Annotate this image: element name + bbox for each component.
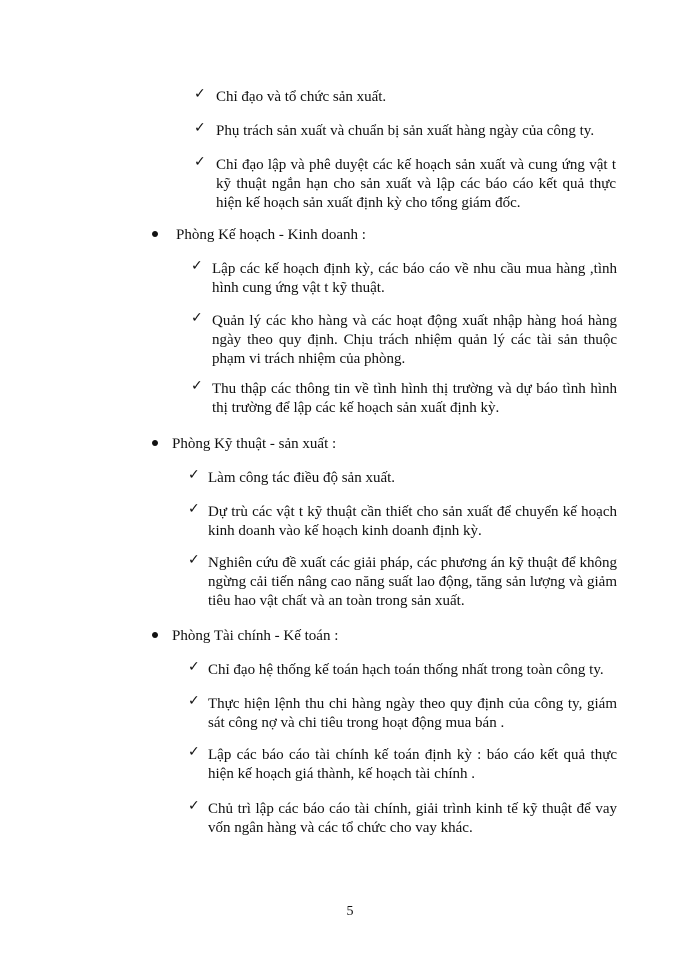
section-heading: Phòng Kế hoạch - Kinh doanh : <box>176 227 366 243</box>
list-item-text: Lập các báo cáo tài chính kế toán định kỳ : báo cáo kết quả thực hiện kế hoạch giá thành, kế hoạch tài chính . <box>208 747 617 782</box>
checkmark-icon: ✓ <box>188 501 200 517</box>
list-item-text: Chủ trì lập các báo cáo tài chính, giải trình kinh tế kỹ thuật để vay vốn ngân hàng và các tổ chức cho vay khác. <box>208 801 617 836</box>
list-item-text: Chỉ đạo lập và phê duyệt các kế hoạch sản xuất và cung ứng vật t kỹ thuật ngắn hạn cho sản xuất và lập các báo cáo kết quả thực hiện kế hoạch sản xuất định kỳ cho tổng giám đốc. <box>216 157 616 211</box>
checkmark-icon: ✓ <box>191 258 203 274</box>
list-item-text: Dự trù các vật t kỹ thuật cần thiết cho sản xuất để chuyển kế hoạch kinh doanh vào kế hoạch kinh doanh định kỳ. <box>208 504 617 539</box>
checkmark-icon: ✓ <box>188 798 200 814</box>
list-item-text: Phụ trách sản xuất và chuẩn bị sản xuất hàng ngày của công ty. <box>216 123 595 139</box>
checkmark-icon: ✓ <box>188 659 200 675</box>
section-heading: Phòng Tài chính - Kế toán : <box>172 628 339 644</box>
list-item-text: Làm công tác điều độ sản xuất. <box>208 470 396 486</box>
checkmark-icon: ✓ <box>188 744 200 760</box>
bullet-dot-icon <box>152 632 158 638</box>
checkmark-icon: ✓ <box>188 467 200 483</box>
section-heading: Phòng Kỹ thuật - sản xuất : <box>172 436 337 452</box>
checkmark-icon: ✓ <box>188 552 200 568</box>
checkmark-icon: ✓ <box>188 693 200 709</box>
list-item-text: Nghiên cứu đề xuất các giải pháp, các phương án kỹ thuật để không ngừng cải tiến nâng cao năng suất lao động, tăng sản lượng và giảm tiêu hao vật chất và an toàn trong sản xuất. <box>208 555 617 609</box>
checkmark-icon: ✓ <box>191 378 203 394</box>
checkmark-icon: ✓ <box>194 86 206 102</box>
checkmark-icon: ✓ <box>194 154 206 170</box>
page-number: 5 <box>346 904 354 919</box>
checkmark-icon: ✓ <box>194 120 206 136</box>
list-item-text: Lập các kế hoạch định kỳ, các báo cáo về nhu cầu mua hàng ,tình hình cung ứng vật t kỹ thuật. <box>212 261 617 296</box>
list-item-text: Thu thập các thông tin về tình hình thị trường và dự báo tình hình thị trường để lập các kế hoạch sản xuất định kỳ. <box>212 381 617 416</box>
list-item-text: Thực hiện lệnh thu chi hàng ngày theo quy định của công ty, giám sát công nợ và chi tiêu trong hoạt động mua bán . <box>208 696 617 731</box>
list-item-text: Chỉ đạo hệ thống kế toán hạch toán thống nhất trong toàn công ty. <box>208 662 604 678</box>
list-item-text: Quản lý các kho hàng và các hoạt động xuất nhập hàng hoá hàng ngày theo quy định. Chịu trách nhiệm quản lý các tài sản thuộc phạm vi trách nhiệm của phòng. <box>212 313 617 367</box>
bullet-dot-icon <box>152 440 158 446</box>
checkmark-icon: ✓ <box>191 310 203 326</box>
list-item-text: Chỉ đạo và tổ chức sản xuất. <box>216 89 387 105</box>
bullet-dot-icon <box>152 231 158 237</box>
